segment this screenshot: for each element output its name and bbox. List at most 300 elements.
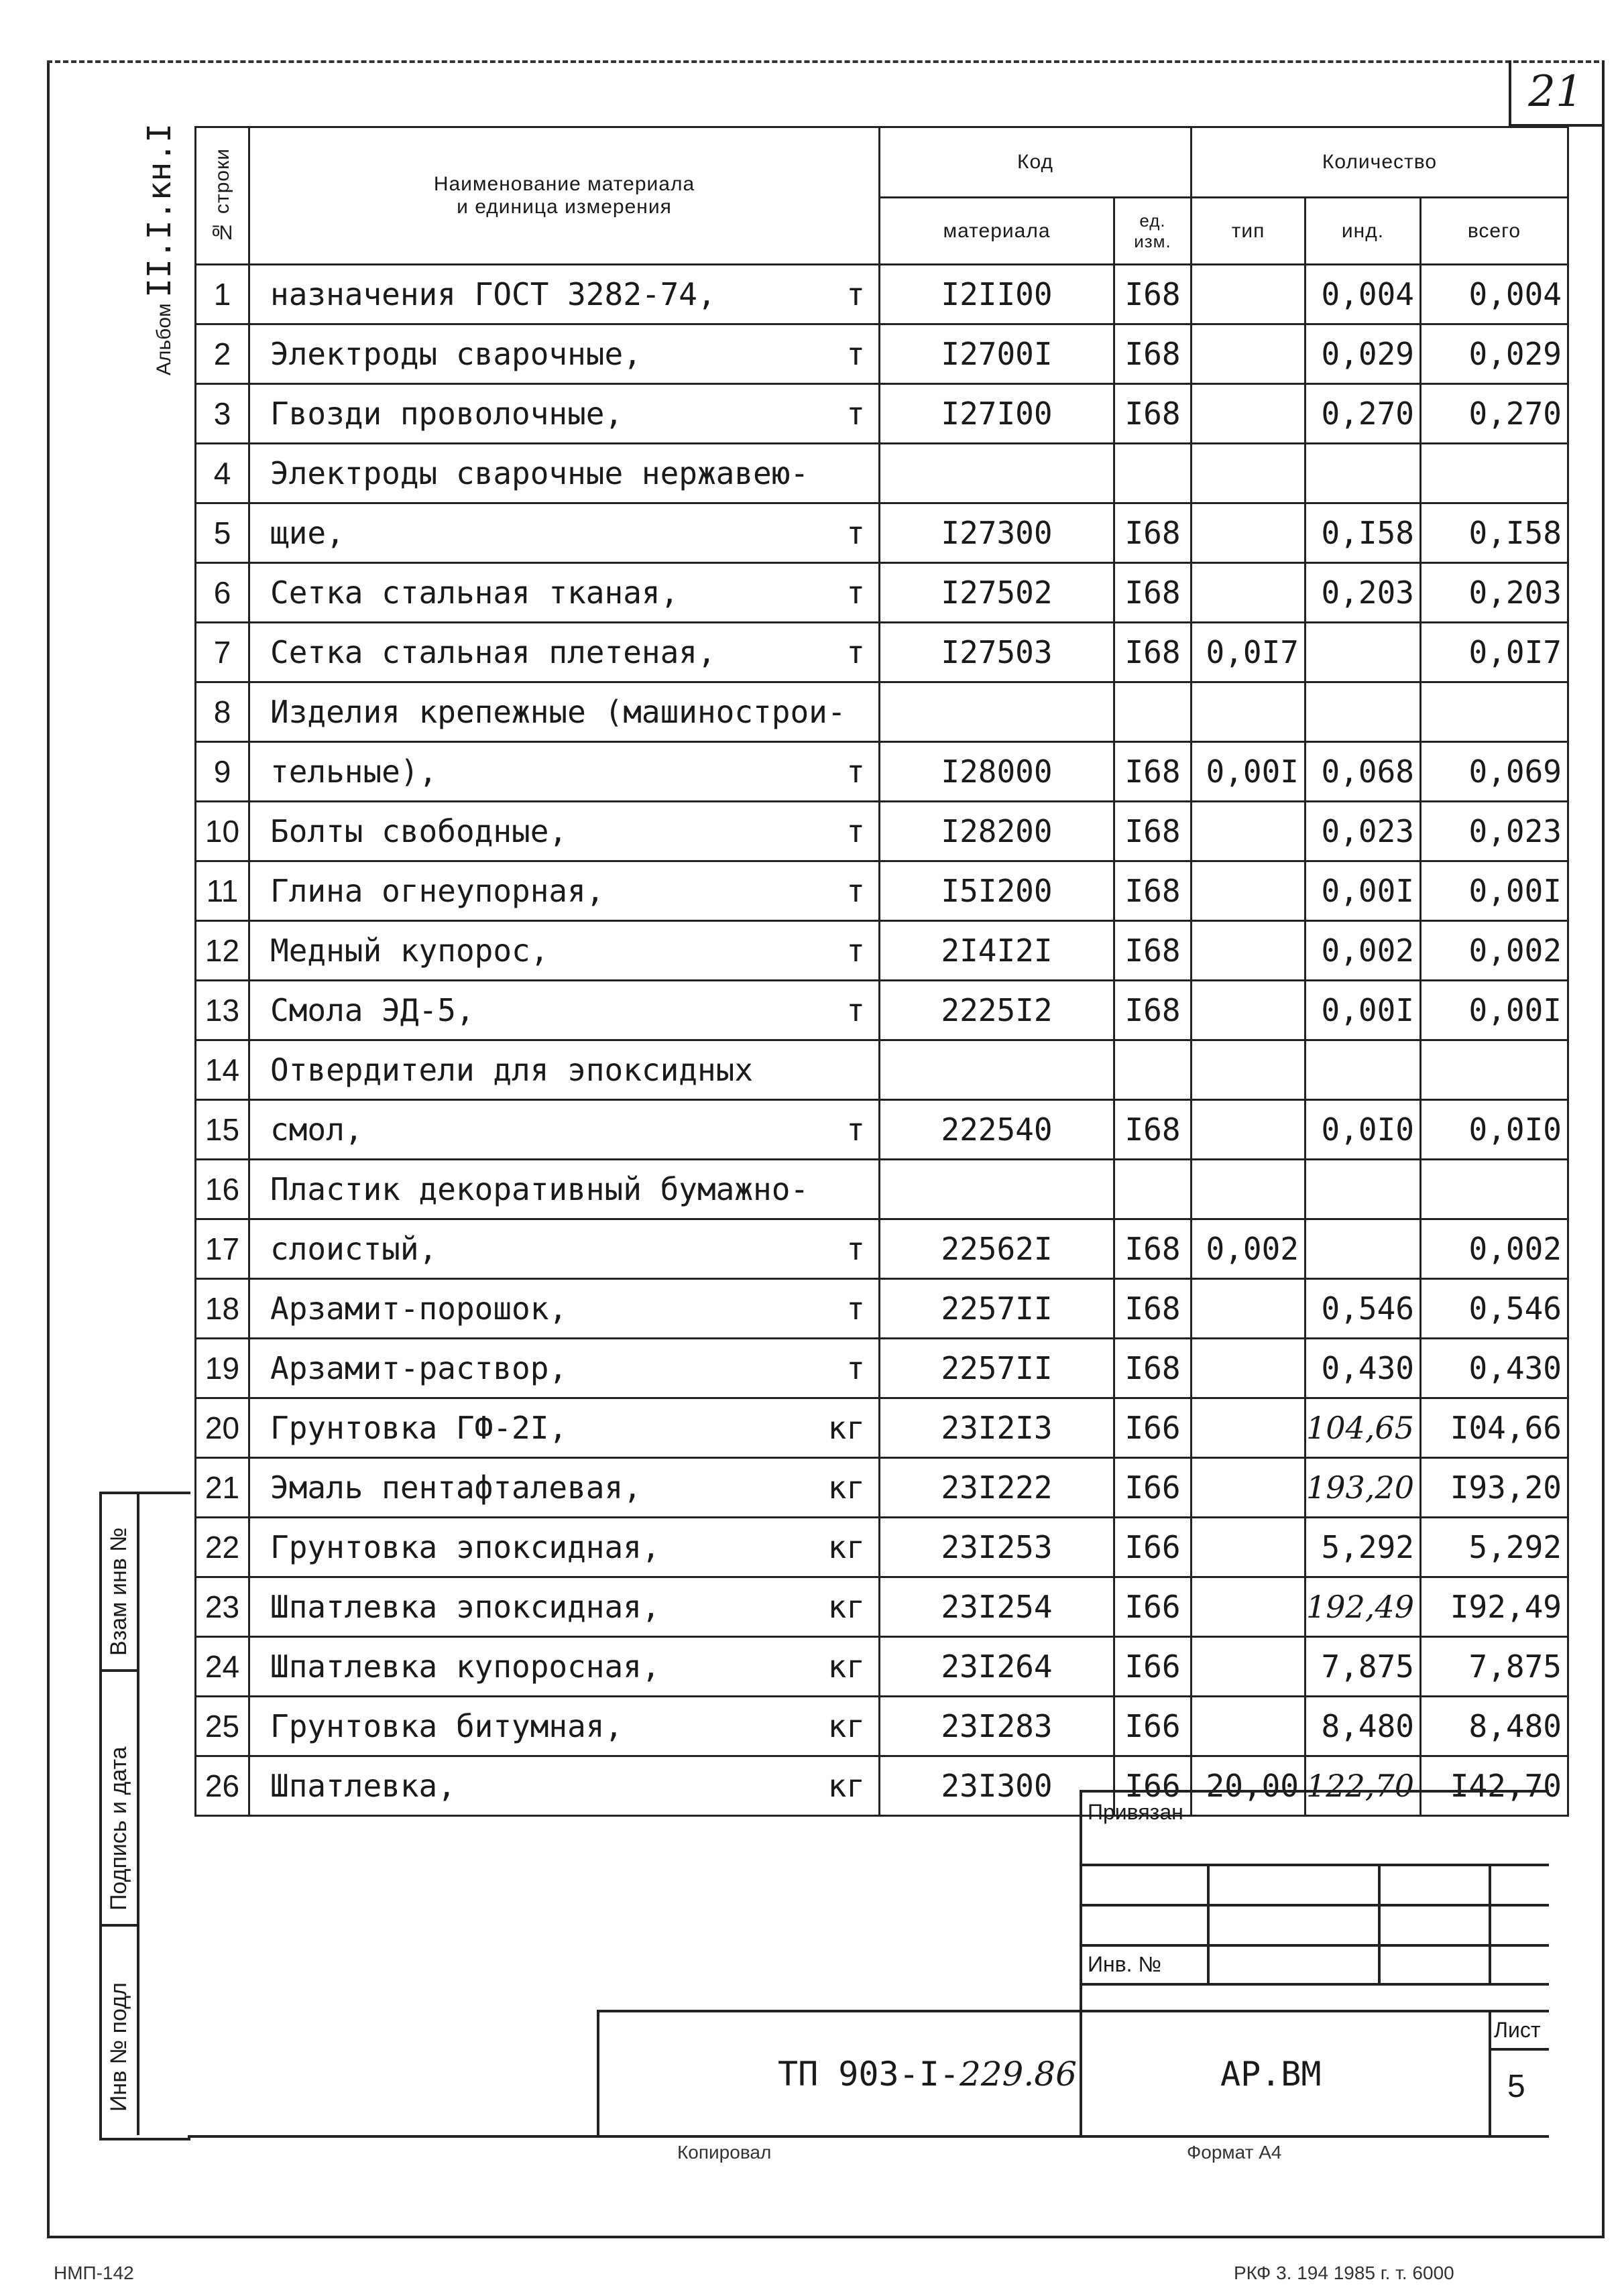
stamp-inv-podl: Инв № подл: [106, 1982, 131, 2112]
qty-total: [1420, 1040, 1568, 1100]
left-stamp-line-2: [99, 1924, 137, 1927]
row-number: 23: [196, 1577, 249, 1637]
material-name: [249, 802, 880, 861]
measure-code: I68: [1114, 1100, 1192, 1160]
row-number: 5: [196, 503, 249, 563]
sheet-number-handwritten: 21: [1528, 67, 1583, 117]
table-row: [196, 384, 1568, 444]
row-number: 3: [196, 384, 249, 444]
stamp-divider-left: [1080, 1790, 1082, 2135]
material-unit: кг: [827, 1589, 865, 1625]
table-body: [196, 265, 1568, 1816]
material-name-text: щие,: [270, 515, 345, 551]
qty-ind: 192,49: [1306, 1577, 1421, 1637]
qty-ind: 0,203: [1306, 563, 1421, 623]
row-number: 21: [196, 1458, 249, 1518]
material-name-text: смол,: [270, 1111, 363, 1148]
qty-total: 8,480: [1420, 1697, 1568, 1756]
qty-total: 0,00I: [1420, 981, 1568, 1040]
table-row: [196, 1040, 1568, 1100]
qty-type: [1192, 1279, 1306, 1339]
measure-code: I66: [1114, 1697, 1192, 1756]
table-row: [196, 1160, 1568, 1219]
row-number: 1: [196, 265, 249, 324]
material-unit: т: [846, 813, 865, 849]
material-code: [880, 1040, 1114, 1100]
row-number: 18: [196, 1279, 249, 1339]
qty-ind: 0,0I0: [1306, 1100, 1421, 1160]
material-name: [249, 682, 880, 742]
measure-code: [1114, 682, 1192, 742]
table-row: [196, 563, 1568, 623]
measure-code: I66: [1114, 1518, 1192, 1577]
material-unit: т: [846, 515, 865, 551]
material-name: [249, 563, 880, 623]
table-row: [196, 682, 1568, 742]
material-unit: т: [846, 1231, 865, 1267]
material-code: I28000: [880, 742, 1114, 802]
material-name: [249, 324, 880, 384]
privyazan-vline-2: [1378, 1864, 1381, 1983]
material-unit: кг: [827, 1410, 865, 1446]
header-quantity: Количество: [1192, 127, 1568, 198]
qty-type: 0,00I: [1192, 742, 1306, 802]
table-row: [196, 1756, 1568, 1816]
qty-ind: [1306, 1219, 1421, 1279]
row-number: 10: [196, 802, 249, 861]
qty-ind: 0,002: [1306, 921, 1421, 981]
material-name: [249, 1100, 880, 1160]
row-number: 13: [196, 981, 249, 1040]
measure-code: I68: [1114, 265, 1192, 324]
qty-total: 0,I58: [1420, 503, 1568, 563]
qty-type: 20,00: [1192, 1756, 1306, 1816]
material-name-text: слоистый,: [270, 1231, 438, 1267]
material-unit: кг: [827, 1529, 865, 1565]
material-name-text: Арзамит-раствор,: [270, 1350, 568, 1386]
measure-code: [1114, 444, 1192, 503]
measure-code: I68: [1114, 503, 1192, 563]
material-name-text: Медный купорос,: [270, 932, 549, 969]
material-name: [249, 981, 880, 1040]
table-row: [196, 921, 1568, 981]
measure-code: I66: [1114, 1398, 1192, 1458]
header-row-number: № строки: [196, 127, 249, 265]
qty-ind: 104,65: [1306, 1398, 1421, 1458]
row-number: 6: [196, 563, 249, 623]
qty-type: 0,0I7: [1192, 623, 1306, 682]
privyazan-label: Привязан: [1088, 1800, 1183, 1824]
row-number: 15: [196, 1100, 249, 1160]
table-row: [196, 981, 1568, 1040]
qty-total: I04,66: [1420, 1398, 1568, 1458]
qty-total: I42,70: [1420, 1756, 1568, 1816]
material-code: 22562I: [880, 1219, 1114, 1279]
qty-ind: 0,029: [1306, 324, 1421, 384]
header-material-code: материала: [880, 198, 1114, 265]
measure-code: I68: [1114, 1339, 1192, 1398]
material-name-text: Грунтовка эпоксидная,: [270, 1529, 660, 1565]
materials-table: [194, 126, 1569, 1817]
qty-type: [1192, 324, 1306, 384]
measure-code: I68: [1114, 742, 1192, 802]
material-code: I27300: [880, 503, 1114, 563]
material-name-text: Электроды сварочные,: [270, 336, 642, 372]
doc-code-prefix: ТП 903-I-: [778, 2055, 960, 2094]
table-row: [196, 742, 1568, 802]
qty-ind: 0,068: [1306, 742, 1421, 802]
material-code: [880, 682, 1114, 742]
qty-total: 0,430: [1420, 1339, 1568, 1398]
header-ind: инд.: [1306, 198, 1421, 265]
privyazan-vline-3: [1489, 1864, 1491, 1983]
material-name: [249, 1518, 880, 1577]
material-name: [249, 503, 880, 563]
qty-type: [1192, 1637, 1306, 1697]
measure-code: I68: [1114, 623, 1192, 682]
material-unit: кг: [827, 1469, 865, 1506]
material-code: 23I222: [880, 1458, 1114, 1518]
material-code: [880, 1160, 1114, 1219]
qty-type: [1192, 1518, 1306, 1577]
qty-total: 5,292: [1420, 1518, 1568, 1577]
measure-code: I68: [1114, 563, 1192, 623]
material-code: [880, 444, 1114, 503]
material-name: [249, 1697, 880, 1756]
section-code: АР.ВМ: [1220, 2055, 1322, 2094]
privyazan-grid-line-2: [1080, 1904, 1549, 1907]
measure-code: [1114, 1160, 1192, 1219]
sheet-value: 5: [1507, 2069, 1525, 2104]
material-code: I2II00: [880, 265, 1114, 324]
qty-ind: [1306, 682, 1421, 742]
qty-type: [1192, 1458, 1306, 1518]
qty-type: [1192, 1339, 1306, 1398]
table-row: [196, 1339, 1568, 1398]
qty-total: 0,546: [1420, 1279, 1568, 1339]
qty-type: [1192, 563, 1306, 623]
material-code: I27503: [880, 623, 1114, 682]
qty-total: [1420, 444, 1568, 503]
footer-left-code: НМП-142: [54, 2262, 134, 2283]
qty-ind: [1306, 1040, 1421, 1100]
table-row: [196, 1398, 1568, 1458]
material-unit: т: [846, 1350, 865, 1386]
header-material-name: Наименование материала и единица измерения: [249, 127, 880, 265]
material-code: 2257II: [880, 1339, 1114, 1398]
row-number: 4: [196, 444, 249, 503]
left-stamp-divider: [137, 1492, 139, 2135]
qty-ind: 0,I58: [1306, 503, 1421, 563]
table-row: [196, 1279, 1568, 1339]
qty-ind: 0,00I: [1306, 861, 1421, 921]
material-unit: т: [846, 753, 865, 790]
material-name-text: тельные),: [270, 753, 438, 790]
header-unit: ед. изм.: [1114, 198, 1192, 265]
material-name-text: Арзамит-порошок,: [270, 1290, 568, 1327]
row-number: 12: [196, 921, 249, 981]
material-name-text: Смола ЭД-5,: [270, 992, 475, 1028]
qty-ind: 0,023: [1306, 802, 1421, 861]
measure-code: I68: [1114, 981, 1192, 1040]
qty-type: [1192, 503, 1306, 563]
material-unit: кг: [827, 1768, 865, 1804]
material-name-text: Пластик декоративный бумажно-: [270, 1171, 809, 1207]
qty-type: [1192, 1398, 1306, 1458]
measure-code: I68: [1114, 384, 1192, 444]
privyazan-grid-line-1: [1080, 1864, 1549, 1866]
material-name-text: назначения ГОСТ 3282-74,: [270, 276, 716, 312]
table-row: [196, 623, 1568, 682]
material-code: 2I4I2I: [880, 921, 1114, 981]
material-code: 23I283: [880, 1697, 1114, 1756]
table-row: [196, 861, 1568, 921]
header-total: всего: [1420, 198, 1568, 265]
qty-type: [1192, 1100, 1306, 1160]
material-name: [249, 1219, 880, 1279]
qty-type: [1192, 444, 1306, 503]
table-row: [196, 1458, 1568, 1518]
material-name: [249, 1279, 880, 1339]
qty-type: [1192, 861, 1306, 921]
material-name: [249, 444, 880, 503]
title-block-left-edge: [597, 2010, 599, 2135]
row-number: 17: [196, 1219, 249, 1279]
material-name: [249, 1756, 880, 1816]
table-row: [196, 1219, 1568, 1279]
material-unit: т: [846, 992, 865, 1028]
material-name-text: Отвердители для эпоксидных: [270, 1052, 754, 1088]
material-name: [249, 265, 880, 324]
privyazan-grid-line-4: [1080, 1983, 1549, 1986]
table-row: [196, 1637, 1568, 1697]
material-name-text: Грунтовка ГФ-2I,: [270, 1410, 568, 1446]
measure-code: I68: [1114, 1219, 1192, 1279]
album-label: [141, 123, 178, 375]
qty-ind: 0,00I: [1306, 981, 1421, 1040]
material-name: [249, 623, 880, 682]
material-name-text: Эмаль пентафталевая,: [270, 1469, 642, 1506]
material-unit: т: [846, 1290, 865, 1327]
material-code: 23I264: [880, 1637, 1114, 1697]
row-number: 7: [196, 623, 249, 682]
privyazan-vline-1: [1207, 1864, 1210, 1983]
material-unit: т: [846, 276, 865, 312]
qty-ind: 122,70: [1306, 1756, 1421, 1816]
material-name: [249, 1637, 880, 1697]
row-number: 2: [196, 324, 249, 384]
material-name: [249, 1577, 880, 1637]
row-number: 22: [196, 1518, 249, 1577]
material-code: 23I2I3: [880, 1398, 1114, 1458]
qty-ind: 0,546: [1306, 1279, 1421, 1339]
table-row: [196, 503, 1568, 563]
material-code: I27502: [880, 563, 1114, 623]
row-number: 14: [196, 1040, 249, 1100]
material-name: [249, 1458, 880, 1518]
material-unit: т: [846, 1111, 865, 1148]
row-number: 26: [196, 1756, 249, 1816]
table-row: [196, 265, 1568, 324]
qty-type: [1192, 265, 1306, 324]
privyazan-grid-line-3: [1080, 1944, 1549, 1947]
material-unit: т: [846, 336, 865, 372]
material-name-text: Грунтовка битумная,: [270, 1708, 624, 1744]
qty-total: 0,203: [1420, 563, 1568, 623]
qty-type: [1192, 682, 1306, 742]
title-sheet-hline: [1489, 2048, 1549, 2051]
row-number: 25: [196, 1697, 249, 1756]
material-name-text: Сетка стальная тканая,: [270, 575, 679, 611]
stamp-vzam-inv: Взам инв №: [106, 1527, 131, 1656]
album-code: II.I.кн.I: [141, 123, 178, 298]
material-code: 23I254: [880, 1577, 1114, 1637]
bottom-line: [188, 2135, 1549, 2138]
qty-ind: [1306, 1160, 1421, 1219]
qty-type: [1192, 1697, 1306, 1756]
material-code: 2257II: [880, 1279, 1114, 1339]
measure-code: I66: [1114, 1637, 1192, 1697]
material-unit: кг: [827, 1648, 865, 1685]
material-code: 2225I2: [880, 981, 1114, 1040]
material-name: [249, 1398, 880, 1458]
qty-total: 0,029: [1420, 324, 1568, 384]
material-name: [249, 742, 880, 802]
qty-type: [1192, 802, 1306, 861]
material-name: [249, 921, 880, 981]
qty-ind: 7,875: [1306, 1637, 1421, 1697]
measure-code: I68: [1114, 324, 1192, 384]
material-code: 222540: [880, 1100, 1114, 1160]
qty-total: [1420, 1160, 1568, 1219]
material-code: 23I253: [880, 1518, 1114, 1577]
qty-total: 0,0I7: [1420, 623, 1568, 682]
doc-code: [778, 2055, 1077, 2094]
measure-code: I66: [1114, 1756, 1192, 1816]
left-stamp-line-1: [99, 1669, 137, 1672]
material-name-text: Изделия крепежные (машинострои-: [270, 694, 846, 730]
row-number: 20: [196, 1398, 249, 1458]
stamp-podpis-data: Подпись и дата: [106, 1746, 131, 1911]
footer-right-code: РКФ 3. 194 1985 г. т. 6000: [1234, 2262, 1454, 2283]
qty-total: 0,0I0: [1420, 1100, 1568, 1160]
kopiroval-label: Копировал: [677, 2142, 772, 2163]
measure-code: I68: [1114, 1279, 1192, 1339]
qty-ind: [1306, 444, 1421, 503]
privyazan-top-line: [1080, 1790, 1549, 1793]
qty-total: 0,069: [1420, 742, 1568, 802]
material-unit: т: [846, 634, 865, 670]
material-name-text: Болты свободные,: [270, 813, 568, 849]
row-number: 11: [196, 861, 249, 921]
measure-code: I68: [1114, 802, 1192, 861]
qty-total: 0,002: [1420, 921, 1568, 981]
material-name-text: Электроды сварочные нержавею-: [270, 455, 809, 491]
material-code: I28200: [880, 802, 1114, 861]
material-code: I2700I: [880, 324, 1114, 384]
material-name-text: Шпатлевка купоросная,: [270, 1648, 660, 1685]
table-row: [196, 1577, 1568, 1637]
qty-ind: [1306, 623, 1421, 682]
doc-code-handwritten: 229.86: [959, 2055, 1077, 2094]
qty-ind: 0,004: [1306, 265, 1421, 324]
qty-ind: 8,480: [1306, 1697, 1421, 1756]
header-code: Код: [880, 127, 1192, 198]
table-row: [196, 444, 1568, 503]
album-prefix: Альбом: [153, 303, 175, 375]
title-sheet-vline: [1489, 2010, 1491, 2135]
qty-type: [1192, 921, 1306, 981]
material-unit: кг: [827, 1708, 865, 1744]
material-unit: т: [846, 873, 865, 909]
material-code: 23I300: [880, 1756, 1114, 1816]
qty-total: I93,20: [1420, 1458, 1568, 1518]
material-code: I5I200: [880, 861, 1114, 921]
material-name-text: Глина огнеупорная,: [270, 873, 605, 909]
material-code: I27I00: [880, 384, 1114, 444]
table-row: [196, 1100, 1568, 1160]
measure-code: I66: [1114, 1458, 1192, 1518]
measure-code: I68: [1114, 861, 1192, 921]
qty-ind: 5,292: [1306, 1518, 1421, 1577]
row-number: 16: [196, 1160, 249, 1219]
qty-total: 0,270: [1420, 384, 1568, 444]
material-name: [249, 1040, 880, 1100]
frame-top-border: [47, 60, 1599, 63]
material-unit: т: [846, 932, 865, 969]
measure-code: [1114, 1040, 1192, 1100]
table-row: [196, 1518, 1568, 1577]
qty-total: 0,00I: [1420, 861, 1568, 921]
material-name-text: Гвозди проволочные,: [270, 396, 624, 432]
material-name: [249, 1160, 880, 1219]
material-name-text: Шпатлевка,: [270, 1768, 456, 1804]
qty-total: I92,49: [1420, 1577, 1568, 1637]
qty-type: 0,002: [1192, 1219, 1306, 1279]
qty-type: [1192, 1160, 1306, 1219]
material-unit: т: [846, 575, 865, 611]
material-name-text: Сетка стальная плетеная,: [270, 634, 716, 670]
qty-type: [1192, 1577, 1306, 1637]
qty-ind: 0,430: [1306, 1339, 1421, 1398]
table-row: [196, 324, 1568, 384]
row-number: 19: [196, 1339, 249, 1398]
inv-no-label: Инв. №: [1088, 1952, 1161, 1976]
measure-code: I66: [1114, 1577, 1192, 1637]
row-number: 24: [196, 1637, 249, 1697]
row-number: 8: [196, 682, 249, 742]
material-name: [249, 861, 880, 921]
row-number: 9: [196, 742, 249, 802]
material-name-text: Шпатлевка эпоксидная,: [270, 1589, 660, 1625]
qty-type: [1192, 981, 1306, 1040]
measure-code: I68: [1114, 921, 1192, 981]
table-row: [196, 1697, 1568, 1756]
qty-total: [1420, 682, 1568, 742]
qty-ind: 193,20: [1306, 1458, 1421, 1518]
qty-total: 7,875: [1420, 1637, 1568, 1697]
qty-type: [1192, 384, 1306, 444]
material-name: [249, 1339, 880, 1398]
format-label: Формат А4: [1187, 2142, 1282, 2163]
qty-total: 0,002: [1420, 1219, 1568, 1279]
header-type: тип: [1192, 198, 1306, 265]
sheet-label: Лист: [1494, 2018, 1541, 2042]
material-unit: т: [846, 396, 865, 432]
title-block-top: [597, 2010, 1549, 2012]
qty-ind: 0,270: [1306, 384, 1421, 444]
table-row: [196, 802, 1568, 861]
